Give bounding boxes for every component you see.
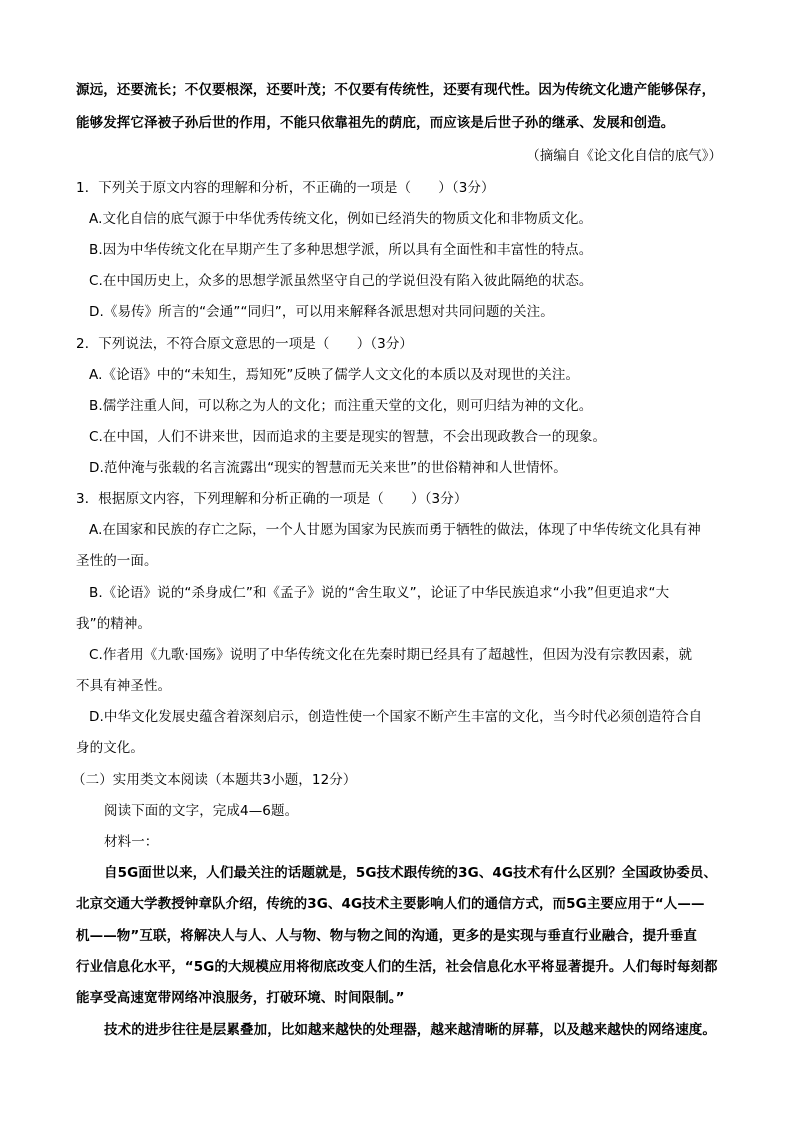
question-3-option-d: D.中华文化发展史蕴含着深刻启示，创造性使一个国家不断产生丰富的文化，当今时代必须创造符合自	[89, 709, 703, 725]
paragraph-line: 自5G面世以来，人们最关注的话题就是，5G技术跟传统的3G、4G技术有什么区别？全国政协委员、	[104, 865, 718, 881]
question-1-option-a: A.文化自信的底气源于中华优秀传统文化，例如已经消失的物质文化和非物质文化。	[89, 211, 593, 227]
question-2-option-c: C.在中国，人们不讲来世，因而追求的主要是现实的智慧，不会出现政教合一的现象。	[89, 429, 607, 445]
question-1-option-b: B.因为中华传统文化在早期产生了多种思想学派，所以具有全面性和丰富性的特点。	[89, 242, 593, 258]
section-instruction: 阅读下面的文字，完成4—6题。	[104, 803, 299, 819]
question-2-stem: 2．下列说法，不符合原文意思的一项是（ ）（3分）	[76, 336, 414, 352]
question-1-option-d: D.《易传》所言的“会通”“同归”，可以用来解释各派思想对共同问题的关注。	[89, 304, 554, 320]
passage-source: （摘编自《论文化自信的底气》）	[526, 148, 722, 164]
paragraph-line: 技术的进步往往是层累叠加，比如越来越快的处理器，越来越清晰的屏幕，以及越来越快的网络速度。	[104, 1022, 716, 1038]
material-label: 材料一：	[104, 834, 159, 850]
question-1-stem: 1．下列关于原文内容的理解和分析，不正确的一项是（ ）（3分）	[76, 180, 495, 196]
question-3-option-c: C.作者用《九歌·国殇》说明了中华传统文化在先秦时期已经具有了超越性，但因为没有宗教因素，就	[89, 647, 693, 663]
question-3-option-a: A.在国家和民族的存亡之际，一个人甘愿为国家为民族而勇于牺牲的做法，体现了中华传统文化具有神	[89, 522, 701, 538]
question-3-stem: 3．根据原文内容，下列理解和分析正确的一项是（ ）（3分）	[76, 491, 468, 507]
paragraph-line: 北京交通大学教授钟章队介绍，传统的3G、4G技术主要影响人们的通信方式，而5G主要应用于“人——	[76, 896, 705, 912]
question-2-option-a: A.《论语》中的“未知生，焉知死”反映了儒学人文文化的本质以及对现世的关注。	[89, 367, 580, 383]
paragraph-line: 能享受高速宽带网络冲浪服务，打破环境、时间限制。”	[76, 990, 405, 1006]
question-2-option-d: D.范仲淹与张载的名言流露出“现实的智慧而无关来世”的世俗精神和人世情怀。	[89, 460, 567, 476]
section-heading: （二）实用类文本阅读（本题共3小题，12分）	[72, 772, 357, 788]
paragraph-line: 机——物”互联，将解决人与人、人与物、物与物之间的沟通，更多的是实现与垂直行业融合，提升垂直	[76, 928, 697, 944]
question-1-option-c: C.在中国历史上，众多的思想学派虽然坚守自己的学说但没有陷入彼此隔绝的状态。	[89, 273, 593, 289]
question-3-option-a-cont: 圣性的一面。	[76, 553, 158, 569]
passage-line: 能够发挥它泽被子孙后世的作用，不能只依靠祖先的荫庇，而应该是后世子孙的继承、发展和创造。	[76, 115, 675, 131]
question-2-option-b: B.儒学注重人间，可以称之为人的文化；而注重天堂的文化，则可归结为神的文化。	[89, 398, 593, 414]
question-3-option-d-cont: 身的文化。	[76, 740, 144, 756]
paragraph-line: 行业信息化水平，“5G的大规模应用将彻底改变人们的生活，社会信息化水平将显著提升。人们每时每刻都	[76, 959, 718, 975]
question-3-option-b: B.《论语》说的“杀身成仁”和《孟子》说的“舍生取义”，论证了中华民族追求“小我”但更追求“大	[89, 585, 670, 601]
question-3-option-b-cont: 我”的精神。	[76, 616, 152, 632]
question-3-option-c-cont: 不具有神圣性。	[76, 678, 172, 694]
passage-line: 源远，还要流长；不仅要根深，还要叶茂；不仅要有传统性，还要有现代性。因为传统文化遗产能够保存，	[76, 82, 716, 98]
